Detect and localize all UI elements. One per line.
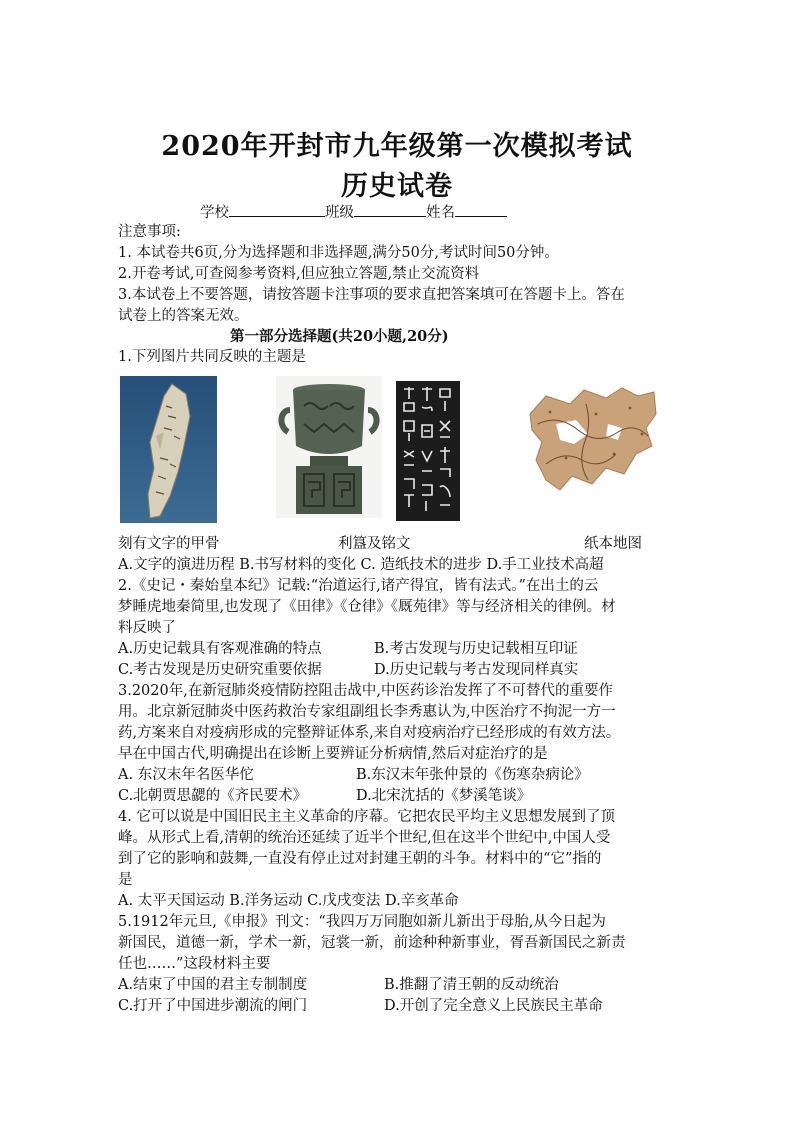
oracle-bone-image bbox=[120, 376, 217, 523]
question-stem: 1.下列图片共同反映的主题是 bbox=[118, 349, 306, 365]
question-stem: 早在中国古代,明确提出在诊断上要辨证分析病情,然后对症治疗的是 bbox=[118, 746, 548, 762]
question-stem: 到了它的影响和鼓舞,一直没有停止过对封建王朝的斗争。材料中的“它”指的 bbox=[118, 851, 602, 867]
question-option: A. 东汉末年名医华佗 bbox=[118, 767, 254, 783]
question-options: A. 太平天国运动 B.洋务运动 C.戊戌变法 D.辛亥革命 bbox=[118, 893, 459, 909]
question-option: B.考古发现与历史记载相互印证 bbox=[374, 641, 578, 657]
question-option: B.东汉末年张仲景的《伤寒杂病论》 bbox=[356, 767, 589, 783]
image-caption: 利簋及铭文 bbox=[338, 536, 411, 552]
question-stem: 新国民，道德一新，学术一新，冠裳一新，前途种种新事业，胥吾新国民之新责 bbox=[118, 935, 626, 951]
question-option: C.考古发现是历史研究重要依据 bbox=[118, 662, 322, 678]
question-option: D.历史记载与考古发现同样真实 bbox=[374, 662, 579, 678]
question-option: B.推翻了清王朝的反动统治 bbox=[384, 977, 559, 993]
section-heading: 第一部分选择题(共20小题,20分) bbox=[230, 328, 449, 345]
image-caption: 纸本地图 bbox=[584, 536, 642, 552]
notice-item: 3.本试卷上不要答题，请按答题卡注事项的要求直把答案填可在答题卡上。答在 bbox=[118, 287, 625, 303]
image-caption: 刻有文字的甲骨 bbox=[118, 536, 220, 552]
name-blank bbox=[455, 202, 507, 217]
question-option: C.打开了中国进步潮流的闸门 bbox=[118, 998, 308, 1014]
notice-item: 2.开卷考试,可查阅参考资料,但应独立答题,禁止交流资料 bbox=[118, 266, 480, 282]
question-stem: 4. 它可以说是中国旧民主主义革命的序幕。它把农民平均主义思想发展到了顶 bbox=[118, 809, 615, 825]
exam-subtitle: 历史试卷 bbox=[341, 171, 453, 202]
bronze-gui-image bbox=[276, 376, 382, 518]
question-stem: 料反映了 bbox=[118, 620, 176, 636]
question-option: A.历史记载具有客观准确的特点 bbox=[118, 641, 322, 657]
notice-item: 1. 本试卷共6页,分为选择题和非选择题,满分50分,考试时间50分钟。 bbox=[118, 245, 559, 261]
question-stem: 峰。从形式上看,清朝的统治还延续了近半个世纪,但在这半个世纪中,中国人受 bbox=[118, 830, 611, 846]
question-stem: 任也……”这段材料主要 bbox=[118, 956, 271, 972]
inscription-rubbing-image bbox=[396, 381, 460, 521]
question-stem: 5.1912年元旦,《申报》刊文：“我四万万同胞如新儿新出于母胎,从今日起为 bbox=[118, 914, 606, 930]
question-stem: 用。北京新冠肺炎中医药救治专家组副组长李秀惠认为,中医治疗不拘泥一方一 bbox=[118, 704, 616, 720]
question-option: D.开创了完全意义上民族民主革命 bbox=[384, 998, 603, 1014]
school-label: 学校 bbox=[200, 205, 229, 221]
notice-item: 试卷上的答案无效。 bbox=[118, 308, 249, 324]
notice-heading: 注意事项: bbox=[118, 224, 181, 240]
class-label: 班级 bbox=[325, 205, 354, 221]
student-info-line bbox=[200, 202, 770, 223]
question-option: A.结束了中国的君主专制制度 bbox=[118, 977, 308, 993]
paper-map-image bbox=[526, 384, 660, 494]
question-stem: 梦睡虎地秦简里,也发现了《田律》《仓律》《厩苑律》等与经济相关的律例。材 bbox=[118, 599, 616, 615]
question-stem: 3.2020年,在新冠肺炎疫情防控阻击战中,中医药诊治发挥了不可替代的重要作 bbox=[118, 683, 613, 699]
exam-title: 2020年开封市九年级第一次模拟考试 bbox=[161, 131, 633, 162]
question-stem: 药,方案来自对疫病形成的完整辩证体系,来自对疫病治疗已经形成的有效方法。 bbox=[118, 725, 621, 741]
name-label: 姓名 bbox=[426, 205, 455, 221]
question-stem: 2.《史记・秦始皇本纪》记载:“治道运行,诸产得宜，皆有法式。”在出土的云 bbox=[118, 578, 599, 594]
question-option: D.北宋沈括的《梦溪笔谈》 bbox=[356, 788, 532, 804]
question-stem: 是 bbox=[118, 872, 133, 888]
class-blank bbox=[354, 202, 426, 217]
question-options: A.文字的演进历程 B.书写材料的变化 C. 造纸技术的进步 D.手工业技术高超 bbox=[118, 557, 604, 573]
question-option: C.北朝贾思勰的《齐民要术》 bbox=[118, 788, 308, 804]
school-blank bbox=[229, 202, 325, 217]
